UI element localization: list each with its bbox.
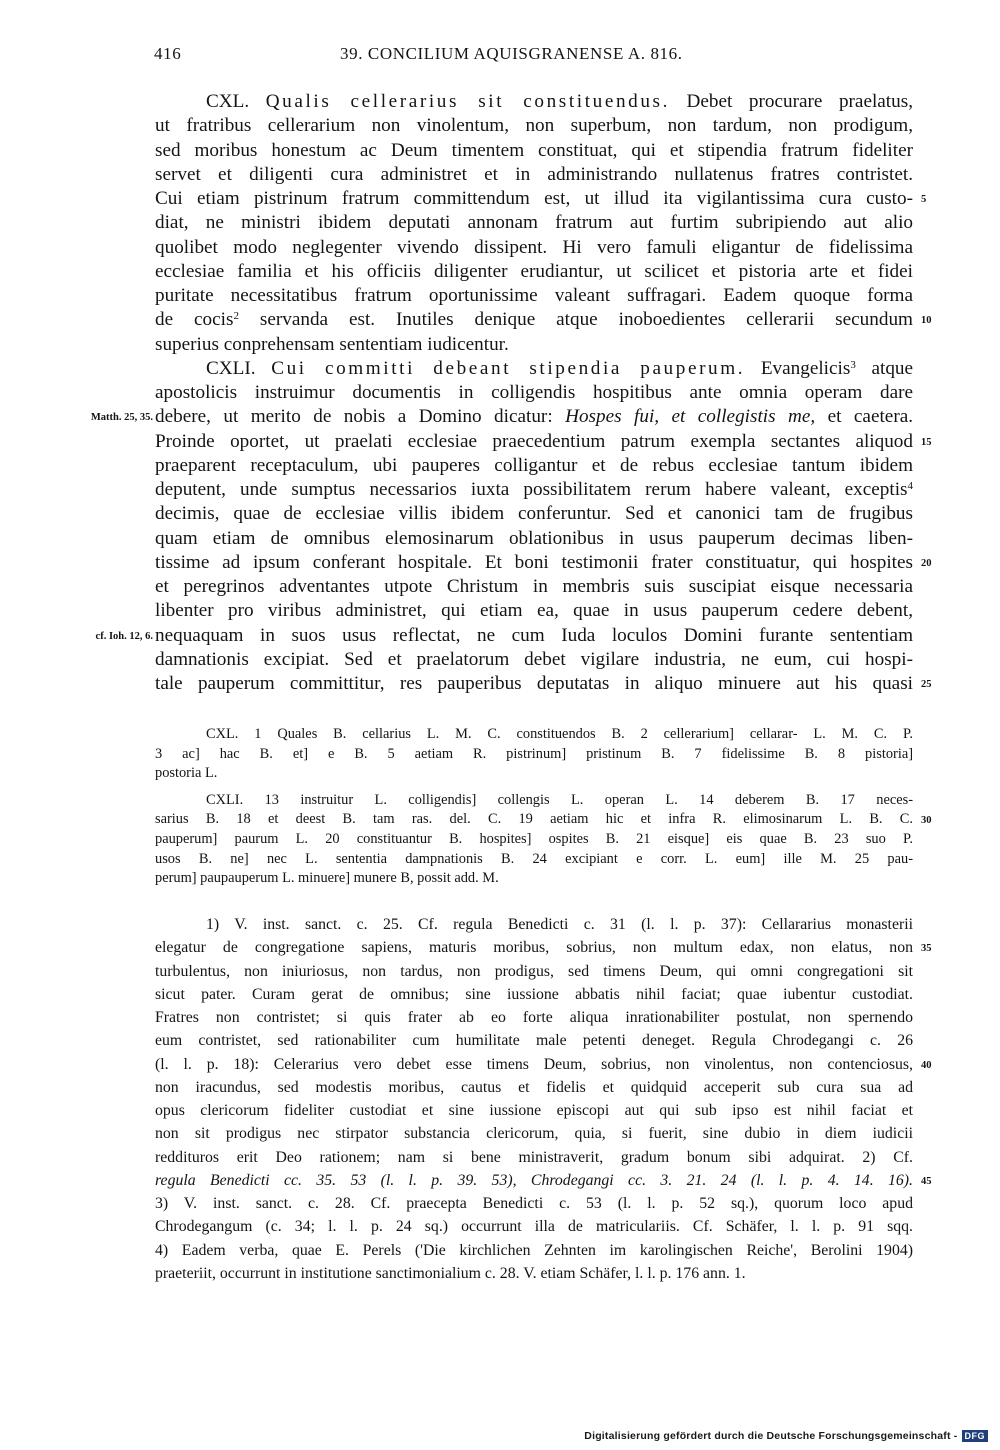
- text-line: deputent, unde sumptus necessarios iuxta possibilitatem rerum habere valeant, exceptis$^4$: [155, 479, 913, 500]
- chapter-heading: CXLI.: [206, 357, 256, 379]
- digitization-credit: [584, 1430, 988, 1442]
- line-number: 45: [921, 1175, 932, 1187]
- running-title: 39. CONCILIUM AQUISGRANENSE A. 816.: [340, 44, 683, 63]
- line-number: 30: [921, 815, 932, 827]
- text-line: sed moribus honestum ac Deum timentem constituat, qui et stipendia fratrum fideliter: [155, 139, 913, 161]
- apparatus-line: pauperum] paurum L. 20 constituantur B. hospites] ospites B. 21 eisque] eis quae B. 23 suo P.: [155, 830, 913, 847]
- footnotes: [155, 913, 932, 1285]
- text-line: CXLI. Cui committi debeant stipendia pauperum. Evangelicis$^3$ atque: [206, 357, 914, 379]
- main-text: [90, 90, 932, 696]
- text-line: CXL. Qualis cellerarius sit constituendus. Debet procurare praelatus,: [206, 91, 913, 112]
- text-line: diat, ne ministri ibidem deputati annonam fratrum aut furtim subripiendo aut alio: [155, 212, 913, 234]
- footnote-line: sicut pater. Curam gerat de omnibus; sine iussione abbatis nihil faciat; quae iubentur custodiat.: [155, 985, 913, 1003]
- line-number: 5: [921, 194, 927, 205]
- footnote-line: 1) V. inst. sanct. c. 25. Cf. regula Benedicti c. 31 (l. l. p. 37): Cellararius monasterii: [206, 916, 913, 933]
- text-line: ecclesiae familia et his officiis diligenter erudiantur, ut scilicet et pistoria arte et fidei: [155, 260, 913, 282]
- chapter-title: Cui committi debeant stipendia pauperum.: [271, 357, 746, 379]
- text-line: puritate necessitatibus fratrum oportunissime valeant suffragari. Eadem quoque forma: [155, 285, 913, 306]
- apparatus-line: sarius B. 18 et deest B. tam ras. del. C. 19 aetiam hic et infra R. elimosinarum L. B. C. 30: [155, 810, 913, 830]
- text-line: decimis, quae de ecclesiae villis ibidem conferuntur. Sed et canonici tam de frugibus: [155, 503, 913, 525]
- text-line: superius conprehensam sententiam iudicentur.: [155, 333, 509, 355]
- text-line: cf. Ioh. 12, 6. nequaquam in suos usus reflectat, ne cum Iuda loculos Domini furante sententiam: [155, 624, 913, 648]
- running-header: [0, 44, 1000, 70]
- apparatus-line: postoria L.: [155, 765, 218, 782]
- footnote-line: regula Benedicti cc. 35. 53 (l. l. p. 39. 53), Chrodegangi cc. 3. 21. 24 (l. l. p. 4. 14. 16). 45: [155, 1169, 913, 1192]
- footnote-ref: 3: [850, 358, 856, 371]
- footnote-line: Fratres non contristet; si quis frater ab eo forte aliqua inrationabiliter postulat, non spernendo: [155, 1009, 913, 1026]
- line-number: 40: [921, 1059, 932, 1071]
- text-line: damnationis excipiat. Sed et praelatorum debet vigilare industria, ne eum, cui hospi-: [155, 648, 913, 670]
- footnote-line: non sit prodigus nec stirpator substancia clericorum, quia, si fuerit, sine dubio in diem iudicii: [155, 1125, 913, 1143]
- footnote-line: non iracundus, sed modestis moribus, cautus et fidelis et quidquid acceperit sub cura sua ad: [155, 1078, 913, 1096]
- apparatus-line: usos B. ne] nec L. sententia dampnationis B. 24 excipiant e corr. L. eum] ille M. 25 pau-: [155, 850, 913, 867]
- text-line: Cui etiam pistrinum fratrum committendum est, ut illud ita vigilantissima cura custo- 5: [155, 187, 913, 211]
- text-line: ut fratribus cellerarium non vinolentum, non superbum, non tardum, non prodigum,: [155, 115, 913, 137]
- footnote-line: reddituros erit Deo rationem; nam si bene ministraverit, gradum bonum sibi adquirat. 2) Cf.: [155, 1148, 913, 1166]
- text-line: et peregrinos adventantes utpote Christum in membris suis suscipiat eisque necessaria: [155, 576, 913, 597]
- text-line: libenter pro viribus administret, qui etiam ea, quae in usus pauperum cedere debent,: [155, 600, 913, 622]
- page-number: 416: [154, 44, 182, 63]
- text-line: tissime ad ipsum conferant hospitale. Et boni testimonii frater constituatur, qui hospites 20: [155, 551, 913, 575]
- footnote-line: opus clericorum fideliter custodiat et sine iussione episcopi aut qui sub ipso est nihil faciat et: [155, 1102, 913, 1119]
- footnote-line: praeteriit, occurrunt in institutione sanctimonialium c. 28. V. etiam Schäfer, l. l. p. 176 ann. 1.: [155, 1264, 746, 1282]
- line-number: 10: [921, 315, 932, 327]
- footnote-line: 3) V. inst. sanct. c. 28. Cf. praecepta Benedicti c. 53 (l. l. p. 52 sq.), quorum loco apud: [155, 1195, 913, 1212]
- apparatus-line: 3 ac] hac B. et] e B. 5 aetiam R. pistrinum] pristinum B. 7 fidelissime B. 8 pistoria]: [155, 745, 913, 762]
- text-line: praeparent receptaculum, ubi pauperes colligantur et de rebus ecclesiae tantum ibidem: [155, 454, 913, 476]
- line-number: 35: [921, 943, 932, 955]
- text-line: Proinde oportet, ut praelati ecclesiae praecedentium patrum exempla sectantes aliquod 15: [155, 430, 913, 454]
- credit-text: Digitalisierung gefördert durch die Deutsche Forschungsgemeinschaft -: [584, 1430, 958, 1442]
- footnote-line: turbulentus, non iniuriosus, non tardus, non prodigus, sed timens Deum, qui omni congregationi sit: [155, 962, 913, 980]
- critical-apparatus: [155, 725, 932, 889]
- margin-note: Matth. 25, 35.: [90, 412, 153, 424]
- apparatus-line: perum] paupauperum L. minuere] munere B, possit add. M.: [155, 870, 499, 887]
- chapter-heading: CXL.: [206, 91, 250, 112]
- line-number: 20: [921, 557, 932, 569]
- footnote-line: Chrodegangum (c. 34; l. l. p. 24 sq.) occurrunt illa de matriculariis. Cf. Schäfer, l. l. p. 91 sqq.: [155, 1218, 913, 1236]
- text-line: servet et diligenti cura administret et in administrando nullatenus fratres contristet.: [155, 163, 913, 185]
- text-line: de cocis$^2$ servanda est. Inutiles denique atque inoboedientes cellerarii secundum 10: [155, 308, 913, 332]
- text-line: tale pauperum committitur, res pauperibus deputatas in aliquo minuere aut his quasi 25: [155, 672, 913, 696]
- dfg-logo-icon: DFG: [962, 1430, 989, 1442]
- text-line: apostolicis instruimur documentis in colligendis hospitibus ante omnia operam dare: [155, 382, 913, 403]
- chapter-title: Qualis cellerarius sit constituendus.: [265, 91, 670, 112]
- text-line: quam etiam de omnibus elemosinarum oblationibus in usus pauperum decimas liben-: [155, 527, 913, 549]
- footnote-ref: 2: [233, 310, 239, 323]
- footnote-ref: 4: [907, 480, 913, 492]
- footnote-line: 4) Eadem verba, quae E. Perels ('Die kirchlichen Zehnten im karolingischen Reiche', Berolini 1904): [155, 1241, 913, 1259]
- footnote-line: (l. l. p. 18): Celerarius vero debet esse timens Deum, sobrius, non vinolentus, non contenciosus, 40: [155, 1053, 913, 1076]
- quotation: Hospes fui, et collegistis me,: [565, 406, 816, 428]
- text-line: Matth. 25, 35. debere, ut merito de nobis a Domino dicatur: Hospes fui, et collegistis me, et caetera.: [155, 405, 913, 429]
- apparatus-line: CXL. 1 Quales B. cellarius L. M. C. constituendos B. 2 cellerarium] cellarar- L. M. C. P.: [206, 726, 913, 742]
- margin-note: cf. Ioh. 12, 6.: [95, 630, 153, 642]
- footnote-line: eum contristet, sed rationabiliter cum humilitate male petenti deneget. Regula Chrodegangi c. 26: [155, 1032, 913, 1050]
- apparatus-line: CXLI. 13 instruitur L. colligendis] collengis L. operan L. 14 deberem B. 17 neces-: [206, 791, 913, 808]
- text-line: quolibet modo neglegenter vivendo dissipent. Hi vero famuli eligantur de fidelissima: [155, 236, 913, 258]
- footnote-line: elegatur de congregatione sapiens, maturis moribus, sobrius, non multum edax, non elatus, non 35: [155, 936, 913, 959]
- line-number: 25: [921, 679, 932, 690]
- line-number: 15: [921, 436, 932, 448]
